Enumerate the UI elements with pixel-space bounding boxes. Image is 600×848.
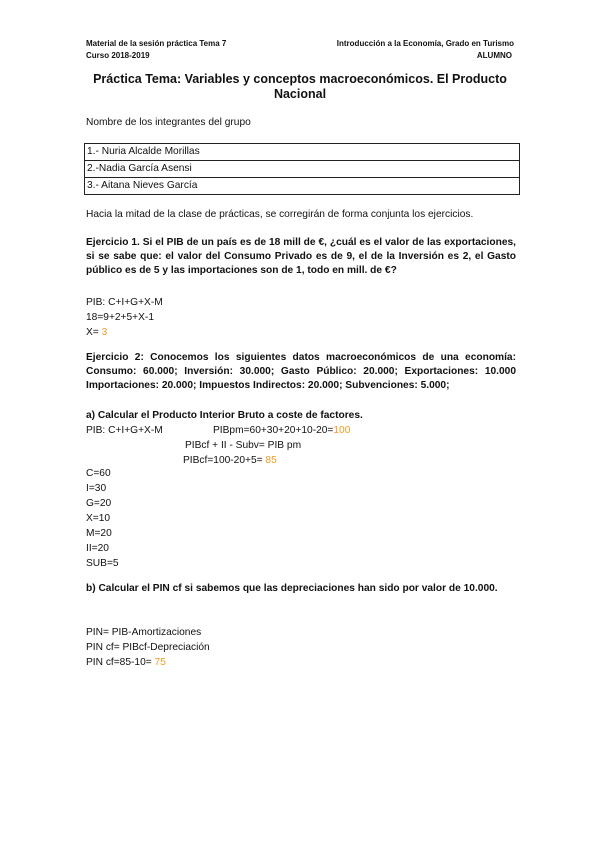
members-table <box>84 143 520 195</box>
exercise1-equation: 18=9+2+5+X-1 <box>86 312 154 323</box>
member-cell: 1.- Nuria Alcalde Morillas <box>85 144 520 161</box>
list-item: C=60 <box>86 468 111 479</box>
exercise1-formula: PIB: C+I+G+X-M <box>86 297 163 308</box>
header-subject: Introducción a la Economía, Grado en Turismo <box>336 39 514 48</box>
header-course: Curso 2018-2019 <box>86 51 150 60</box>
document-title: Práctica Tema: Variables y conceptos macroeconómicos. El Producto Nacional <box>93 72 507 101</box>
table-row <box>85 144 520 161</box>
exercise2a-values <box>86 466 516 571</box>
exercise2a-formula: PIB: C+I+G+X-M <box>86 425 163 436</box>
list-item: SUB=5 <box>86 558 119 569</box>
pin-cf-value: 75 <box>154 657 166 668</box>
list-item: I=30 <box>86 483 107 494</box>
header-material: Material de la sesión práctica Tema 7 <box>86 39 227 48</box>
pibcf-formula: PIBcf + II - Subv= PIB pm <box>185 440 302 451</box>
pin-cf-formula: PIN cf= PIBcf-Depreciación <box>86 642 210 653</box>
exercise1-solution <box>86 295 516 340</box>
exercise2-statement: Ejercicio 2: Conocemos los siguientes datos macroeconómicos de una economía: Consumo: 60.000; Inversión: 30.000; Gasto Público: 20.000; Exportaciones: 10.000 Importaciones: 20.000; Impuestos Indirectos: 20.000; Subvenciones: 5.000; <box>86 352 516 391</box>
pibcf-value: 85 <box>265 455 277 466</box>
pibpm-line <box>213 424 350 438</box>
exercise1-statement: Ejercicio 1. Si el PIB de un país es de 18 mill de €, ¿cuál es el valor de las exportaciones, si se sabe que: el valor del Consumo Privado es de 9, el de la Inversión es 2, el Gasto público es de 5 y las importaciones son de 1, todo en mill. de €? <box>86 237 516 276</box>
pibpm-value: 100 <box>333 425 351 436</box>
pin-formula: PIN= PIB-Amortizaciones <box>86 627 202 638</box>
table-row <box>85 178 520 195</box>
pibpm-label: PIBpm=60+30+20+10-20= <box>213 425 334 436</box>
exercise2a-question: a) Calcular el Producto Interior Bruto a coste de factores. <box>86 410 363 421</box>
table-row <box>85 161 520 178</box>
intro-text: Hacia la mitad de la clase de prácticas, se corregirán de forma conjunta los ejercicios. <box>86 209 474 220</box>
list-item: X=10 <box>86 513 111 524</box>
list-item: M=20 <box>86 528 112 539</box>
pibcf-label: PIBcf=100-20+5= <box>183 455 266 466</box>
member-cell: 3.- Aitana Nieves García <box>85 178 520 195</box>
member-cell: 2.-Nadia García Asensi <box>85 161 520 178</box>
list-item: II=20 <box>86 543 109 554</box>
exercise2b-question: b) Calcular el PIN cf si sabemos que las depreciaciones han sido por valor de 10.000. <box>86 583 498 594</box>
pin-cf-label: PIN cf=85-10= <box>86 657 155 668</box>
group-label: Nombre de los integrantes del grupo <box>86 117 251 128</box>
exercise2b-solution <box>86 625 516 670</box>
pin-cf-answer <box>86 655 516 670</box>
header-role: ALUMNO <box>476 51 512 60</box>
exercise1-answer <box>86 325 516 340</box>
list-item: G=20 <box>86 498 112 509</box>
answer-value: 3 <box>101 327 108 338</box>
answer-label: X= <box>86 327 102 338</box>
